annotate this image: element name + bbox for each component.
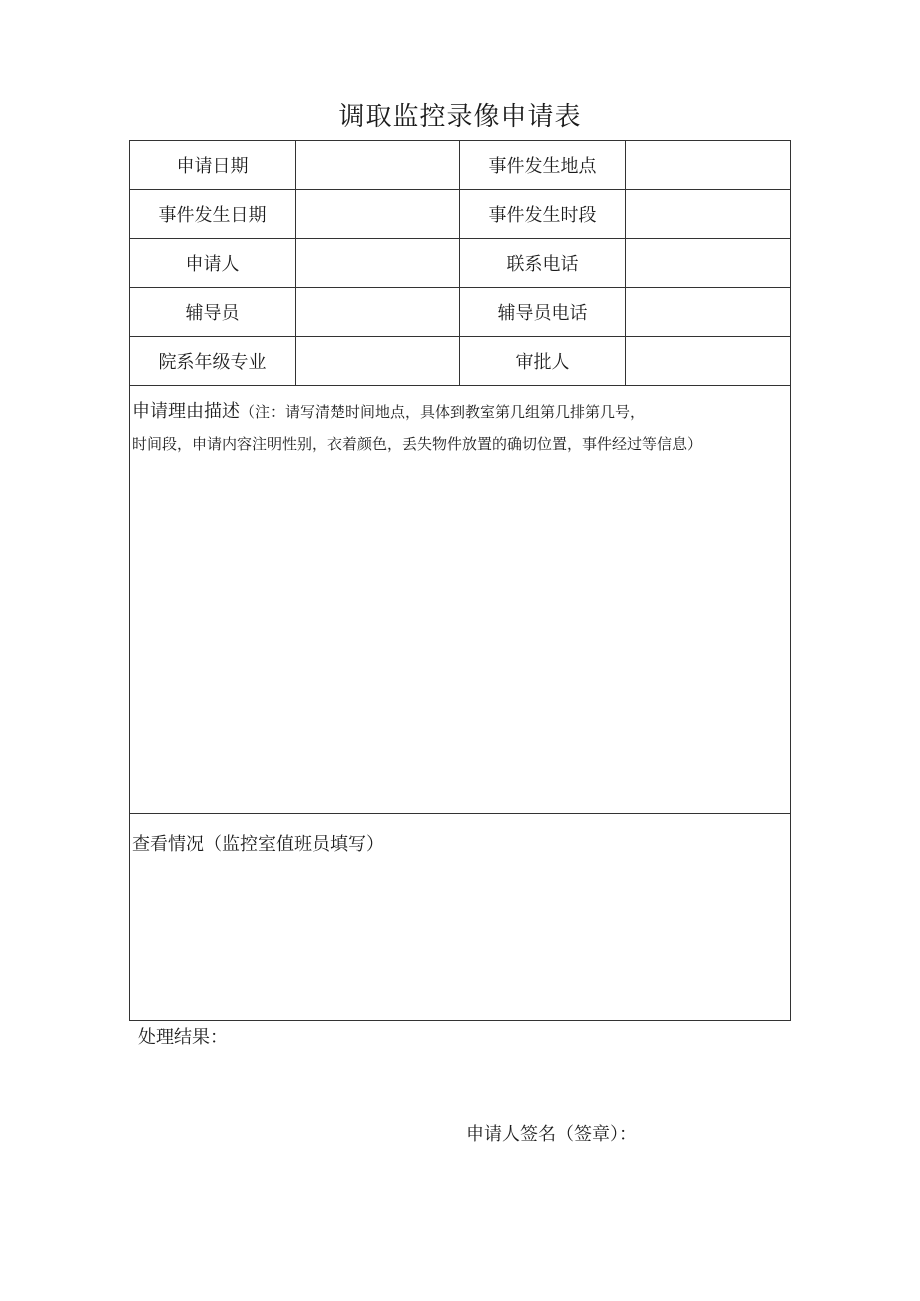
field-applicant[interactable] bbox=[296, 239, 460, 288]
label-incident-date: 事件发生日期 bbox=[130, 190, 296, 239]
label-applicant: 申请人 bbox=[130, 239, 296, 288]
label-incident-time-period: 事件发生时段 bbox=[460, 190, 626, 239]
result-label: 处理结果： bbox=[138, 1027, 228, 1048]
page-title: 调取监控录像申请表 bbox=[338, 102, 582, 132]
field-application-date[interactable] bbox=[296, 141, 460, 190]
label-application-date: 申请日期 bbox=[130, 141, 296, 190]
field-counselor-phone[interactable] bbox=[626, 288, 791, 337]
field-counselor[interactable] bbox=[296, 288, 460, 337]
field-reason-description[interactable] bbox=[130, 386, 791, 814]
form-row-applicant bbox=[130, 239, 791, 288]
field-incident-time-period[interactable] bbox=[626, 190, 791, 239]
field-incident-location[interactable] bbox=[626, 141, 791, 190]
label-contact-phone: 联系电话 bbox=[460, 239, 626, 288]
label-counselor: 辅导员 bbox=[130, 288, 296, 337]
label-counselor-phone: 辅导员电话 bbox=[460, 288, 626, 337]
field-department-grade-major[interactable] bbox=[296, 337, 460, 386]
field-incident-date[interactable] bbox=[296, 190, 460, 239]
form-row-department bbox=[130, 337, 791, 386]
form-row-application-date bbox=[130, 141, 791, 190]
form-row-reason bbox=[130, 386, 791, 814]
field-check-status[interactable] bbox=[130, 814, 791, 1021]
field-contact-phone[interactable] bbox=[626, 239, 791, 288]
reason-note-line2: 时间段，申请内容注明性别，衣着颜色，丢失物件放置的确切位置，事件经过等信息） bbox=[132, 435, 703, 453]
reason-note-line1: （注：请写清楚时间地点，具体到教室第几组第几排第几号， bbox=[240, 403, 646, 421]
signature-label: 申请人签名（签章）： bbox=[466, 1124, 637, 1145]
form-row-incident-date bbox=[130, 190, 791, 239]
check-title: 查看情况（监控室值班员填写） bbox=[132, 834, 384, 855]
label-department-grade-major: 院系年级专业 bbox=[130, 337, 296, 386]
reason-title: 申请理由描述 bbox=[132, 401, 240, 422]
field-approver[interactable] bbox=[626, 337, 791, 386]
form-row-counselor bbox=[130, 288, 791, 337]
label-approver: 审批人 bbox=[460, 337, 626, 386]
application-form-table bbox=[129, 140, 791, 1021]
label-incident-location: 事件发生地点 bbox=[460, 141, 626, 190]
form-row-check bbox=[130, 814, 791, 1021]
